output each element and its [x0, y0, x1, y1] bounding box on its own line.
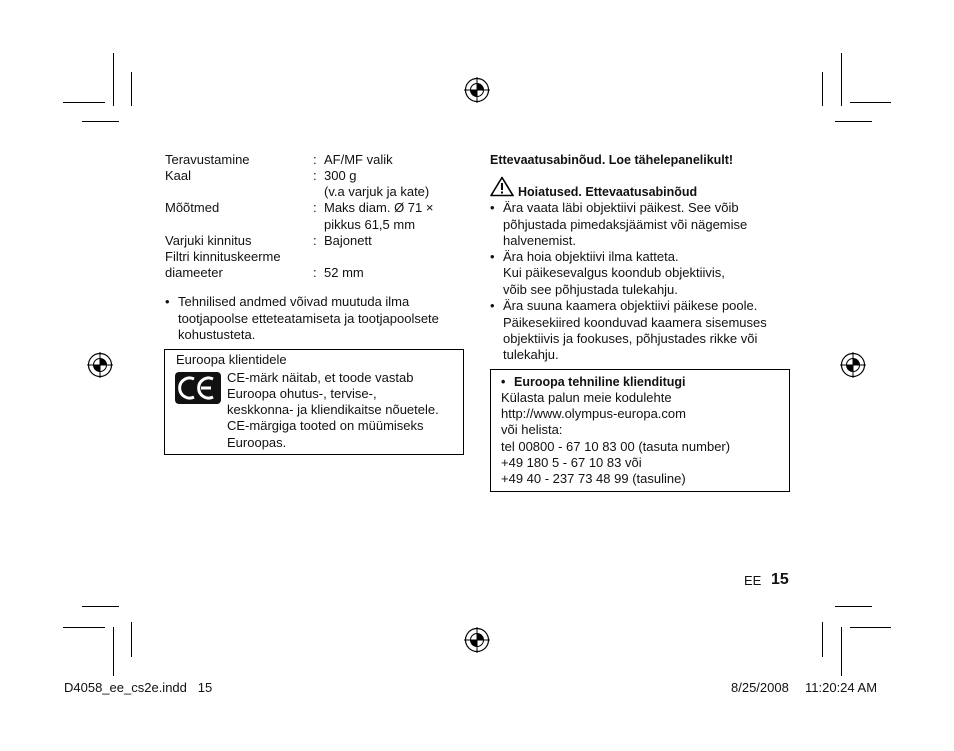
note-line: tootjapoolse etteteatamiseta ja tootjapoolsete [178, 311, 439, 326]
support-phone: +49 40 - 237 73 48 99 (tasuline) [501, 471, 686, 486]
page-number: 15 [771, 571, 789, 588]
ce-mark-icon [175, 372, 221, 404]
note-line: Tehnilised andmed võivad muutuda ilma [178, 294, 410, 309]
spec-label: Teravustamine [165, 152, 250, 167]
spec-sep: : [313, 152, 317, 167]
spec-label: Varjuki kinnitus [165, 233, 252, 248]
spec-label: Kaal [165, 168, 192, 183]
support-box [490, 369, 790, 492]
warning-line: tulekahju. [503, 347, 559, 362]
spec-sep: : [313, 200, 317, 215]
note-line: kohustusteta. [178, 327, 256, 342]
support-phone: tel 00800 - 67 10 83 00 (tasuta number) [501, 439, 731, 454]
support-phone: +49 180 5 - 67 10 83 või [501, 455, 642, 470]
warning-line: Ära hoia objektiivi ilma katteta. [503, 249, 679, 264]
spec-sep: : [313, 265, 317, 280]
spec-sep: : [313, 233, 317, 248]
box-title: Euroopa klientidele [176, 352, 287, 367]
spec-label: Filtri kinnituskeerme [165, 249, 281, 264]
box-line: Euroopa ohutus-, tervise-, [227, 386, 377, 401]
registration-mark-icon [87, 352, 113, 378]
precautions-heading: Ettevaatusabinõud. Loe tähelepanelikult! [490, 153, 734, 167]
spec-value: AF/MF valik [324, 152, 393, 167]
slug-filename: D4058_ee_cs2e.indd 15 [64, 680, 213, 695]
slug-date: 8/25/2008 [731, 680, 789, 695]
warning-line: Päikesekiired koonduvad kaamera sisemuses [503, 315, 767, 330]
language-code: EE [744, 573, 762, 588]
support-title: Euroopa tehniline klienditugi [514, 375, 686, 389]
warning-line: objektiivis ja fookuses, põhjustades rikke või [503, 331, 758, 346]
box-line: keskkonna- ja kliendikaitse nõuetele. [227, 402, 439, 417]
spec-value: Bajonett [324, 233, 372, 248]
spec-value: pikkus 61,5 mm [324, 217, 416, 232]
warning-line: põhjustada pimedaksjäämist või nägemise [503, 217, 748, 232]
bullet: • [165, 294, 170, 309]
bullet: • [490, 200, 495, 215]
support-url: http://www.olympus-europa.com [501, 406, 686, 421]
warning-line: Ära vaata läbi objektiivi päikest. See võib [503, 200, 739, 215]
warning-title: Hoiatused. Ettevaatusabinõud [518, 185, 698, 199]
spec-value: Maks diam. Ø 71 × [324, 200, 434, 215]
europe-customers-box [164, 349, 464, 455]
warning-line: Kui päikesevalgus koondub objektiivis, [503, 265, 725, 280]
box-line: CE-märk näitab, et toode vastab [227, 370, 414, 385]
spec-value: 300 g [324, 168, 357, 183]
registration-mark-icon [464, 627, 490, 653]
bullet: • [501, 375, 506, 389]
slug-time: 11:20:24 AM [805, 680, 878, 695]
spec-value: 52 mm [324, 265, 364, 280]
spec-label: Mõõtmed [165, 200, 220, 215]
spec-value: (v.a varjuk ja kate) [324, 184, 430, 199]
bullet: • [490, 249, 495, 264]
support-line: Külasta palun meie kodulehte [501, 390, 672, 405]
registration-mark-icon [464, 77, 490, 103]
registration-mark-icon [840, 352, 866, 378]
spec-label: diameeter [165, 265, 223, 280]
bullet: • [490, 298, 495, 313]
spec-sep: : [313, 168, 317, 183]
warning-line: halvenemist. [503, 233, 576, 248]
box-line: CE-märgiga tooted on müümiseks [227, 418, 424, 433]
warning-line: Ära suuna kaamera objektiivi päikese poole. [503, 298, 758, 313]
warning-triangle-icon [490, 176, 514, 197]
warning-line: võib see põhjustada tulekahju. [503, 282, 678, 297]
box-line: Euroopas. [227, 435, 287, 450]
support-line: või helista: [501, 422, 563, 437]
